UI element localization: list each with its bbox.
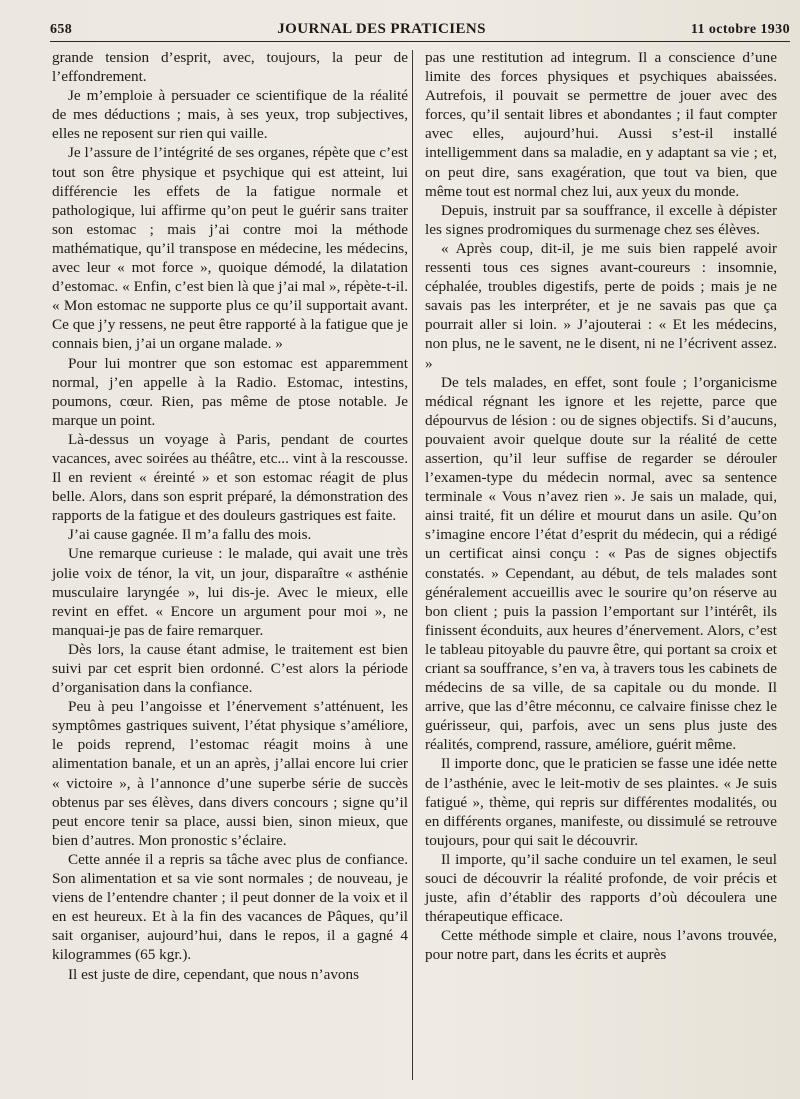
paragraph: Une remarque curieuse : le malade, qui avait une très jolie voix de ténor, la vit, un jour, disparaître « asthénie musculaire laryngée », lui dis-je. Avec le mieux, elle revint en effet. « Encore un argument pour moi », ne manquai-je pas de faire remarquer. bbox=[52, 545, 408, 639]
paragraph: « Après coup, dit-il, je me suis bien rappelé avoir ressenti tous ces signes avant-coureurs : insomnie, céphalée, troubles digestifs, perte de poids ; mais je ne savais pas les interpréter, et je ne savais pas que ça pourrait aller si loin. » J’ajouterai : « Et les médecins, non plus, ne le savent, ne le disent, ni ne l’écrivent assez. » bbox=[425, 239, 777, 372]
paragraph: Dès lors, la cause étant admise, le traitement est bien suivi par cet esprit bien ordonné. C’est alors la période d’organisation dans la confiance. bbox=[52, 640, 408, 697]
journal-title: JOURNAL DES PRATICIENS bbox=[277, 21, 486, 37]
paragraph: pas une restitution ad integrum. Il a conscience d’une limite des forces physiques et psychiques abaissées. Autrefois, il pouvait se permettre de jouer avec des forces, qu’il sentait libres et abondantes ; il faut compter avec elles, aujourd’hui. Aussi s’est-il installé intelligemment dans sa maladie, en y adaptant sa vie ; et, on peut dire, sans exagération, que tout va bien, que même tout est normal chez lui, aux yeux du monde. bbox=[425, 49, 777, 200]
paragraph: Peu à peu l’angoisse et l’énervement s’atténuent, les symptômes gastriques suivent, l’état physique s’améliore, le poids reprend, l’estomac réagit moins à une alimentation banale, et un an après, j’allai encore lui crier « victoire », à l’annonce d’une superbe série de succès obtenus par ses élèves, dans divers concours ; signe qu’il peut encore tenir sa place, aussi bien, sinon mieux, que bien d’autres. Mon pronostic s’éclaire. bbox=[52, 698, 408, 849]
paragraph: Là-dessus un voyage à Paris, pendant de courtes vacances, avec soirées au théâtre, etc... vint à la rescousse. Il en revient « éreinté » et son estomac réagit de plus belle. Alors, dans son esprit préparé, la démonstration des rapports de la fatigue et des douleurs gastriques est faite. bbox=[52, 430, 408, 525]
paragraph: Cette méthode simple et claire, nous l’avons trouvée, pour notre part, dans les écrits et auprès bbox=[425, 927, 777, 964]
page-number: 658 bbox=[50, 22, 73, 37]
paragraph: Je m’emploie à persuader ce scientifique de la réalité de mes déductions ; mais, à ses yeux, trop subjectives, elles ne reposent sur rien qui vaille. bbox=[52, 87, 408, 143]
paragraph: Il est juste de dire, cependant, que nous n’avons bbox=[68, 965, 360, 983]
paragraph: J’ai cause gagnée. Il m’a fallu des mois. bbox=[68, 526, 312, 544]
left-column bbox=[52, 48, 408, 984]
paragraph: De tels malades, en effet, sont foule ; l’organicisme médical régnant les ignore et les rejette, parce que dépourvus de lésion : ou de signes objectifs. Si d’aucuns, pouvaient avoir quelque doute sur la réalité de cette assertion, qu’il leur suffise de regarder se dérouler l’examen-type du médecin normal, avec sa sentence terminale « Vous n’avez rien ». Je sais un malade, qui, ainsi traité, fit un délire et mourut dans un asile. Qu’on s’imagine encore l’état d’esprit du médecin, qui a rédigé un certificat ainsi conçu : « Pas de signes objectifs constatés. » Cependant, au début, de tels malades sont généralement accueillis avec le sourire qu’on réserve au bon client ; puis la passion l’emportant sur l’intérêt, ils finissent éconduits, aux heures d’énervement. Alors, c’est le tableau pitoyable du pauvre être, qui portant sa croix et criant sa souffrance, s’en va, à travers tous les cabinets de médecins de sa ville, de sa capitale ou du monde. Il arrive, que las d’être méconnu, ce calvaire finisse chez le guérisseur, qui, parfois, avec un sens plus juste des réalités, comprend, rassure, améliore, guérit même. bbox=[425, 373, 777, 754]
paragraph: Pour lui montrer que son estomac est apparemment normal, j’en appelle à la Radio. Estomac, intestins, poumons, cœur. Rien, pas même de ptose notable. Je marque un point. bbox=[52, 354, 408, 429]
column-divider bbox=[412, 50, 413, 1080]
header-rule bbox=[50, 41, 790, 42]
paragraph: grande tension d’esprit, avec, toujours, la peur de l’effondrement. bbox=[52, 49, 408, 86]
issue-date: 11 octobre 1930 bbox=[690, 22, 790, 37]
paragraph: Cette année il a repris sa tâche avec plus de confiance. Son alimentation et sa vie sont normales ; de nouveau, je viens de l’entendre chanter ; il peut donner de la voix et il en est heureux. Et à la fin des vacances de Pâques, qu’il sait organiser, aujourd’hui, dans le repos, il a gagné 4 kilogrammes (65 kgr.). bbox=[52, 850, 408, 964]
paragraph: Il importe, qu’il sache conduire un tel examen, le seul souci de découvrir la réalité profonde, de voir précis et juste, afin d’établir des rapports d’où découlera une thérapeutique efficace. bbox=[425, 850, 777, 926]
page-header bbox=[50, 14, 790, 38]
right-column bbox=[425, 48, 777, 965]
paragraph: Je l’assure de l’intégrité de ses organes, répète que c’est tout son être physique et psychique qui est atteint, lui différencie les effets de la fatigue normale et pathologique, lui affirme qu’on peut le guérir sans traiter son estomac ; mais j’ai contre moi la méthode mathématique, qu’il transpose en médecine, les médecins, avec leur « mot force », quoique démodé, la dilatation d’estomac. « Enfin, c’est bien là que j’ai mal », répète-t-il. « Mon estomac ne supporte plus ce qu’il supportait avant. Ce que j’y ressens, ne peut être rapporté à la fatigue que je connais bien, j’ai un organe malade. » bbox=[52, 144, 408, 353]
paragraph: Depuis, instruit par sa souffrance, il excelle à dépister les signes prodromiques du surmenage chez ses élèves. bbox=[425, 201, 777, 238]
paragraph: Il importe donc, que le praticien se fasse une idée nette de l’asthénie, avec le leit-motiv de ses plaintes. « Je suis fatigué », thème, qui repris sur différentes modalités, ou en différents organes, manifeste, ou dissimulé se retrouve toujours, pour qui sait le découvrir. bbox=[425, 755, 777, 849]
